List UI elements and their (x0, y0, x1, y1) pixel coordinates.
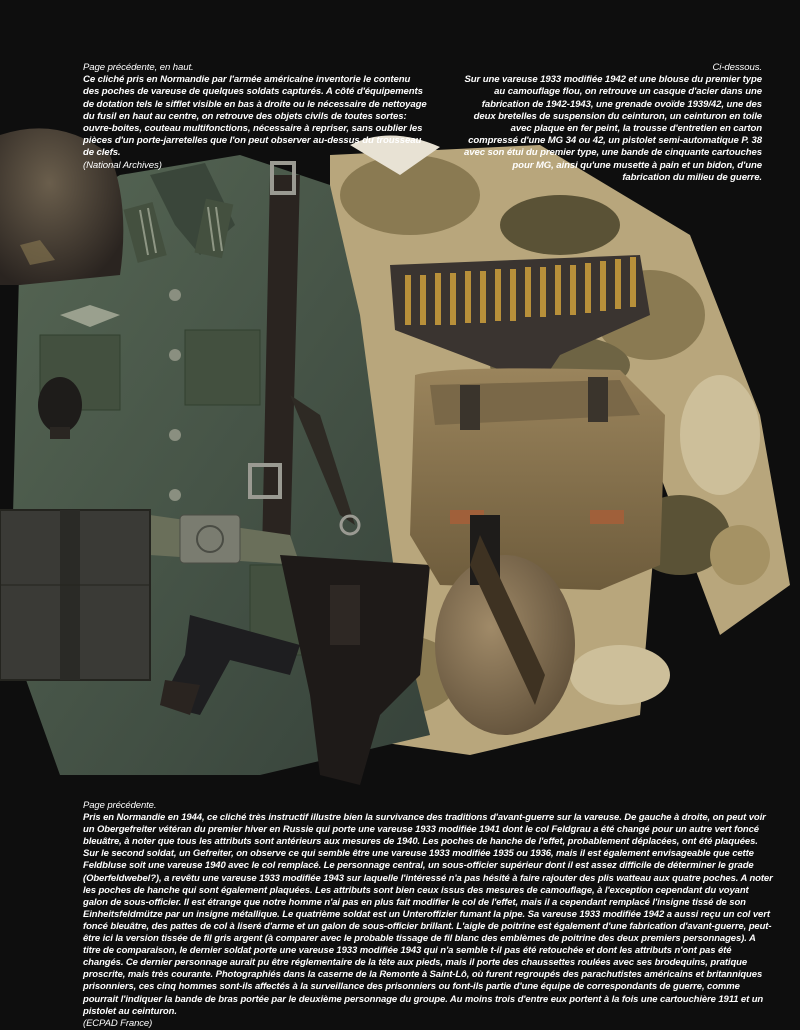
caption-previous-page (83, 800, 773, 1030)
equipment-illustration (0, 115, 800, 800)
mg-tool-pouch (0, 510, 150, 680)
caption-body: Pris en Normandie en 1944, ce cliché très instructif illustre bien la survivance des traditions d'avant-guerre sur la vareuse. De gauche à droite, on peut voir un Obergefreiter vétéran du premier hiver en Russie qui porte une vareuse 1933 modifiée 1941 dont le col Feldgrau a été changé pour un autre vert foncé bleuâtre, à noter que tous les attributs sont antérieurs aux mesures de 1940. Les poches de hanche de l'effet, probablement déplacées, ont été plaquées. Sur le second soldat, un Gefreiter, on observe ce qui semble être une vareuse 1933 modifiée 1935 ou 1936, mais il est également envisageable que cette Feldbluse soit une vareuse 1940 avec le col remplacé. Le personnage central, un sous-officier supérieur dont il est assez difficile de déterminer le grade (Oberfeldwebel?), a revêtu une vareuse 1933 modifiée 1943 sur laquelle l'intéressé n'a pas hésité à faire rajouter des plis watteau aux quatre poches. A noter les poches de hanche qui sont également plaquées. Les attributs sont bien ceux issus des mesures de camouflage, à l'exception cependant du voyant galon de sous-officier. Il est étrange que notre homme n'ai pas en plus fait modifier le col de l'effet, mais il a cependant remplacé l'insigne tissé de son Einheitsfeldmütze par un insigne métallique. Le quatrième soldat est un Unteroffizier fumant la pipe. Sa vareuse 1933 modifiée 1942 a aussi reçu un col vert foncé bleuâtre, des pattes de col à liseré d'arme et un galon de sous-officier brillant. L'aigle de poitrine est également d'une fabrication d'avant-guerre, peut-être ici la version tissée de fil gris argent (à comparer avec le probable tissage de fil blanc des emblèmes de poitrine des deux premiers personnages). A titre de comparaison, le dernier soldat porte une vareuse 1933 modifiée 1943 qui n'a semble t-il pas été retouchée et dont les attributs n'ont pas été changés. Ce dernier personnage aurait pu être réglementaire de la tête aux pieds, mais il porte des chaussettes roulées avec ses brodequins, pratique proscrite, mais très courante. Photographiés dans la caserne de la Remonte à Saint-Lô, où furent regroupés des parachutistes américains et britanniques prisonniers, ces cinq hommes sont-ils affectés à la surveillance des prisonniers ou font-ils partie d'une équipe de correspondants de guerre, comme pourrait l'indiquer la bande de bras portée par le deuxième personnage du groupe. Au moins trois d'entre eux portent à la fois une cartouchière 1911 et un pistolet au ceinturon. (83, 812, 773, 1017)
caption-heading: Page précédente. (83, 800, 157, 811)
bread-bag (410, 368, 665, 590)
equipment-photo (0, 115, 800, 800)
caption-below (462, 62, 762, 184)
caption-body: Ce cliché pris en Normandie par l'armée américaine inventorie le contenu des poches de vareuse de quelques soldats capturés. A côté d'équipements de dotation tels le sifflet visible en bas à droite ou le nécessaire de nettoyage du fusil en haut au centre, on retrouve des objets civils de toutes sortes: ouvre-boites, couteau multifonctions, nécessaire à repriser, sans oublier les pièces d'un porte-jarretelles que l'on peut observer au-dessus du trousseau de clefs. (83, 74, 427, 159)
caption-credit: (National Archives) (83, 159, 162, 171)
caption-heading: Ci-dessous. (712, 62, 762, 73)
caption-heading: Page précédente, en haut. (83, 62, 194, 73)
caption-body: Sur une vareuse 1933 modifiée 1942 et une blouse du premier type au camouflage flou, on retrouve un casque d'acier dans une fabrication de 1942-1943, une grenade ovoïde 1939/42, une des deux bretelles de suspension du ceinturon, un ceinturon en toile avec plaque en fer peint, la trousse d'entretien en carton compressé d'une MG 34 ou 42, un pistolet semi-automatique P. 38 avec son étui du premier type, une bande de cinquante cartouches pour MG, ainsi qu'une musette à pain et un bidon, d'une fabrication du milieu de guerre. (463, 74, 762, 183)
caption-credit: (ECPAD France) (83, 1017, 153, 1029)
caption-previous-page-top (83, 62, 428, 172)
